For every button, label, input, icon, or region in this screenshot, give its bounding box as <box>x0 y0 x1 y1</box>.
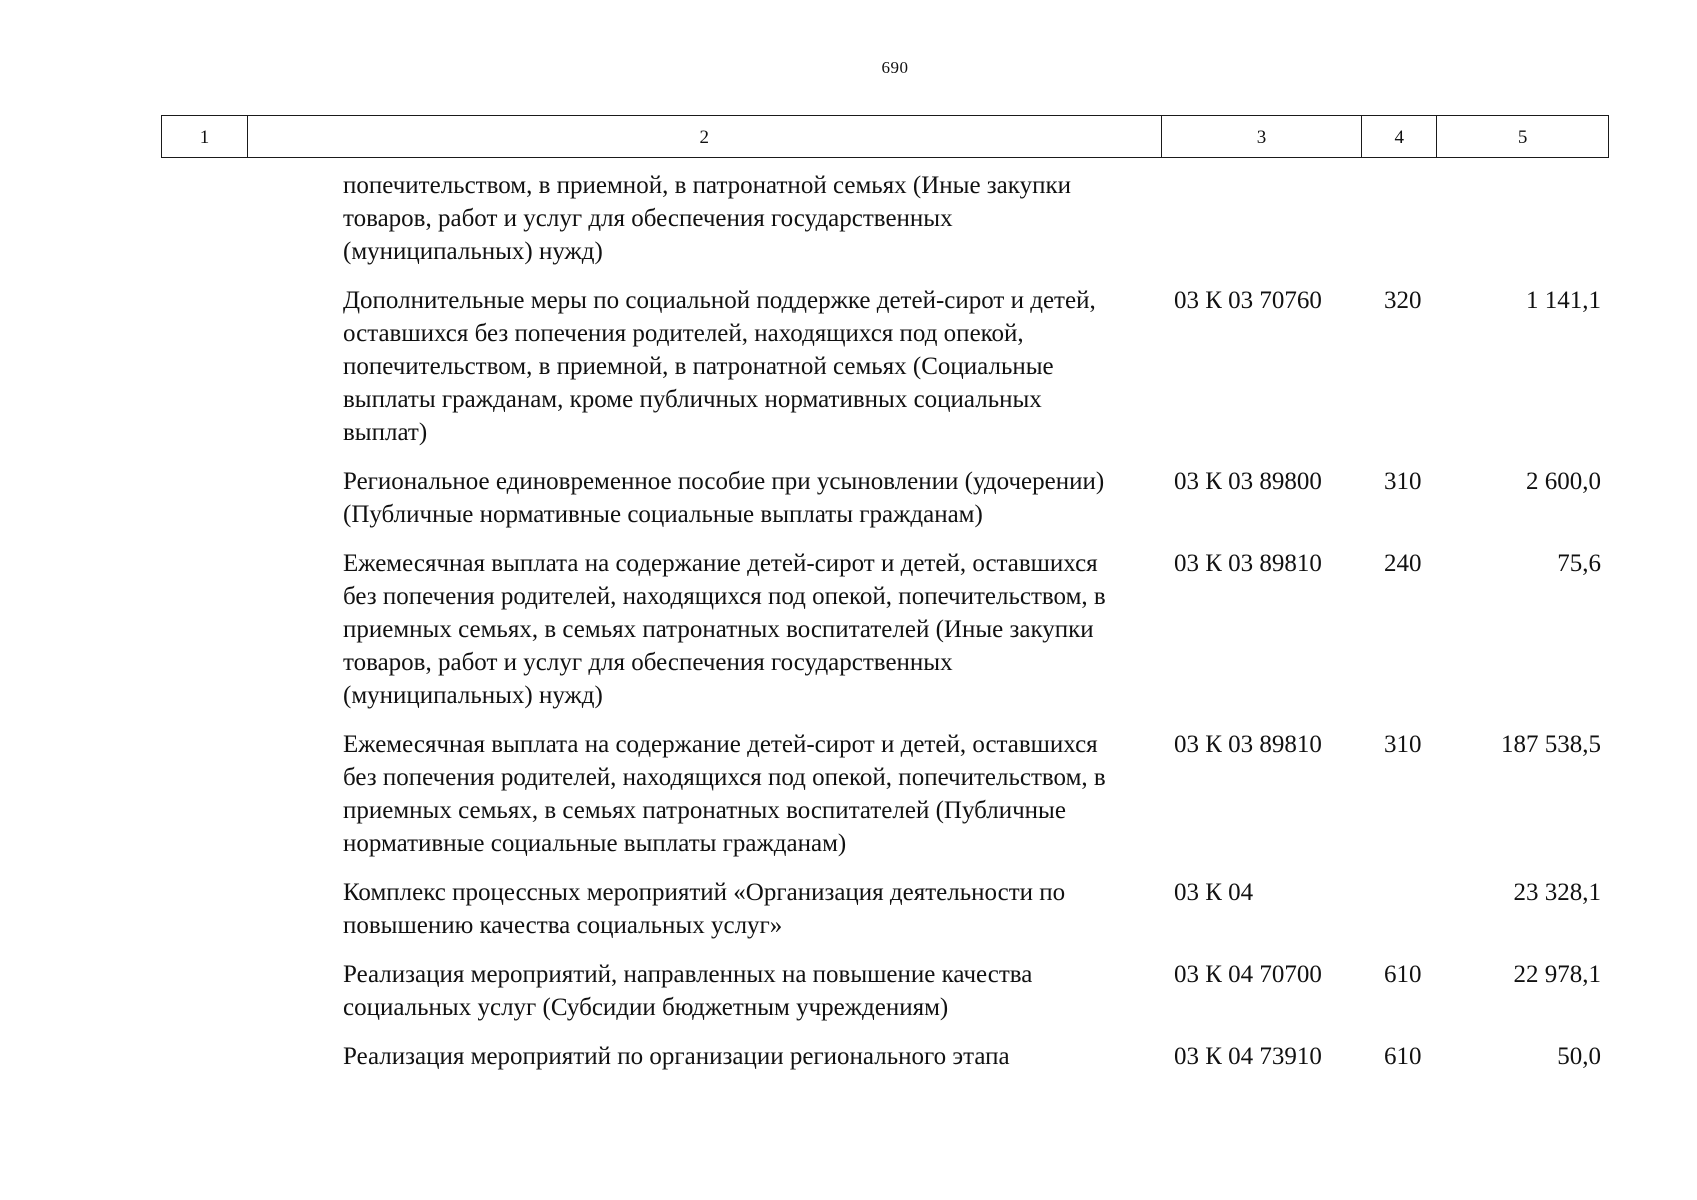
row-cell-number <box>161 465 247 531</box>
description-line: попечительством, в приемной, в патронатной семьях (Иные закупки <box>343 172 1071 199</box>
row-cell-description <box>247 169 1162 268</box>
row-cell-amount: 50,0 <box>1557 1043 1601 1070</box>
description-line: выплат) <box>343 419 428 446</box>
row-cell-number <box>161 728 247 860</box>
table-row <box>161 169 1609 268</box>
row-cell-description <box>247 1040 1162 1073</box>
row-cell-description <box>247 284 1162 449</box>
description-line: повышению качества социальных услуг» <box>343 912 783 939</box>
header-cell-1: 1 <box>162 116 248 157</box>
header-cell-5: 5 <box>1517 126 1528 148</box>
row-cell-type: 320 <box>1384 287 1422 314</box>
row-cell-amount: 1 141,1 <box>1526 287 1601 314</box>
header-cell-3: 3 <box>1162 116 1363 157</box>
row-cell-code <box>1162 169 1363 268</box>
row-cell-type: 310 <box>1384 731 1422 758</box>
row-cell-amount: 187 538,5 <box>1501 731 1601 758</box>
row-cell-amount: 22 978,1 <box>1513 961 1601 988</box>
row-cell-number <box>161 876 247 942</box>
header-cell-4: 4 <box>1362 116 1437 157</box>
table-header-row <box>161 115 1609 158</box>
description-line: приемных семьях, в семьях патронатных воспитателей (Публичные <box>343 797 1066 824</box>
description-line: товаров, работ и услуг для обеспечения государственных <box>343 205 953 232</box>
row-cell-type <box>1363 876 1438 942</box>
description-line: выплаты гражданам, кроме публичных нормативных социальных <box>343 386 1042 413</box>
row-cell-description <box>247 465 1162 531</box>
description-line: (муниципальных) нужд) <box>343 238 603 265</box>
page-number: 690 <box>881 58 909 77</box>
description-line: оставшихся без попечения родителей, находящихся под опекой, <box>343 320 1024 347</box>
description-line: попечительством, в приемной, в патронатной семьях (Социальные <box>343 353 1054 380</box>
row-cell-code: 03 К 04 73910 <box>1174 1043 1322 1070</box>
description-line: социальных услуг (Субсидии бюджетным учреждениям) <box>343 994 949 1021</box>
row-cell-amount: 2 600,0 <box>1526 468 1601 495</box>
row-cell-amount <box>1438 169 1609 268</box>
row-cell-code: 03 К 03 70760 <box>1174 287 1322 314</box>
description-line: Реализация мероприятий, направленных на повышение качества <box>343 961 1033 988</box>
row-cell-code: 03 К 04 <box>1174 879 1254 906</box>
description-line: Комплекс процессных мероприятий «Организация деятельности по <box>343 879 1066 906</box>
description-line: без попечения родителей, находящихся под опекой, попечительством, в <box>343 764 1106 791</box>
row-cell-code: 03 К 04 70700 <box>1174 961 1322 988</box>
description-line: Ежемесячная выплата на содержание детей-сирот и детей, оставшихся <box>343 550 1098 577</box>
row-cell-number <box>161 284 247 449</box>
table-row <box>161 284 1609 449</box>
table-row <box>161 465 1609 531</box>
description-line: приемных семьях, в семьях патронатных воспитателей (Иные закупки <box>343 616 1094 643</box>
description-line: (муниципальных) нужд) <box>343 682 603 709</box>
row-cell-code: 03 К 03 89800 <box>1174 468 1322 495</box>
description-line: нормативные социальные выплаты гражданам) <box>343 830 847 857</box>
description-line: Реализация мероприятий по организации регионального этапа <box>343 1043 1010 1070</box>
description-line: Ежемесячная выплата на содержание детей-сирот и детей, оставшихся <box>343 731 1098 758</box>
row-cell-amount: 23 328,1 <box>1513 879 1601 906</box>
row-cell-type: 610 <box>1384 961 1422 988</box>
row-cell-description <box>247 547 1162 712</box>
table-row <box>161 728 1609 860</box>
table-row <box>161 876 1609 942</box>
description-line: без попечения родителей, находящихся под опекой, попечительством, в <box>343 583 1106 610</box>
description-line: товаров, работ и услуг для обеспечения государственных <box>343 649 953 676</box>
row-cell-type: 310 <box>1384 468 1422 495</box>
table-row <box>161 1040 1609 1073</box>
table-body <box>161 169 1609 1089</box>
row-cell-amount: 75,6 <box>1557 550 1601 577</box>
row-cell-description <box>247 958 1162 1024</box>
header-cell-2: 2 <box>248 116 1162 157</box>
row-cell-number <box>161 1040 247 1073</box>
row-cell-description <box>247 876 1162 942</box>
row-cell-code: 03 К 03 89810 <box>1174 550 1322 577</box>
table-row <box>161 958 1609 1024</box>
row-cell-number <box>161 547 247 712</box>
row-cell-type: 610 <box>1384 1043 1422 1070</box>
description-line: Региональное единовременное пособие при усыновлении (удочерении) <box>343 468 1105 495</box>
description-line: Дополнительные меры по социальной поддержке детей-сирот и детей, <box>343 287 1096 314</box>
row-cell-number <box>161 169 247 268</box>
table-row <box>161 547 1609 712</box>
description-line: (Публичные нормативные социальные выплаты гражданам) <box>343 501 983 528</box>
row-cell-number <box>161 958 247 1024</box>
row-cell-type: 240 <box>1384 550 1422 577</box>
row-cell-code: 03 К 03 89810 <box>1174 731 1322 758</box>
row-cell-description <box>247 728 1162 860</box>
row-cell-type <box>1363 169 1438 268</box>
